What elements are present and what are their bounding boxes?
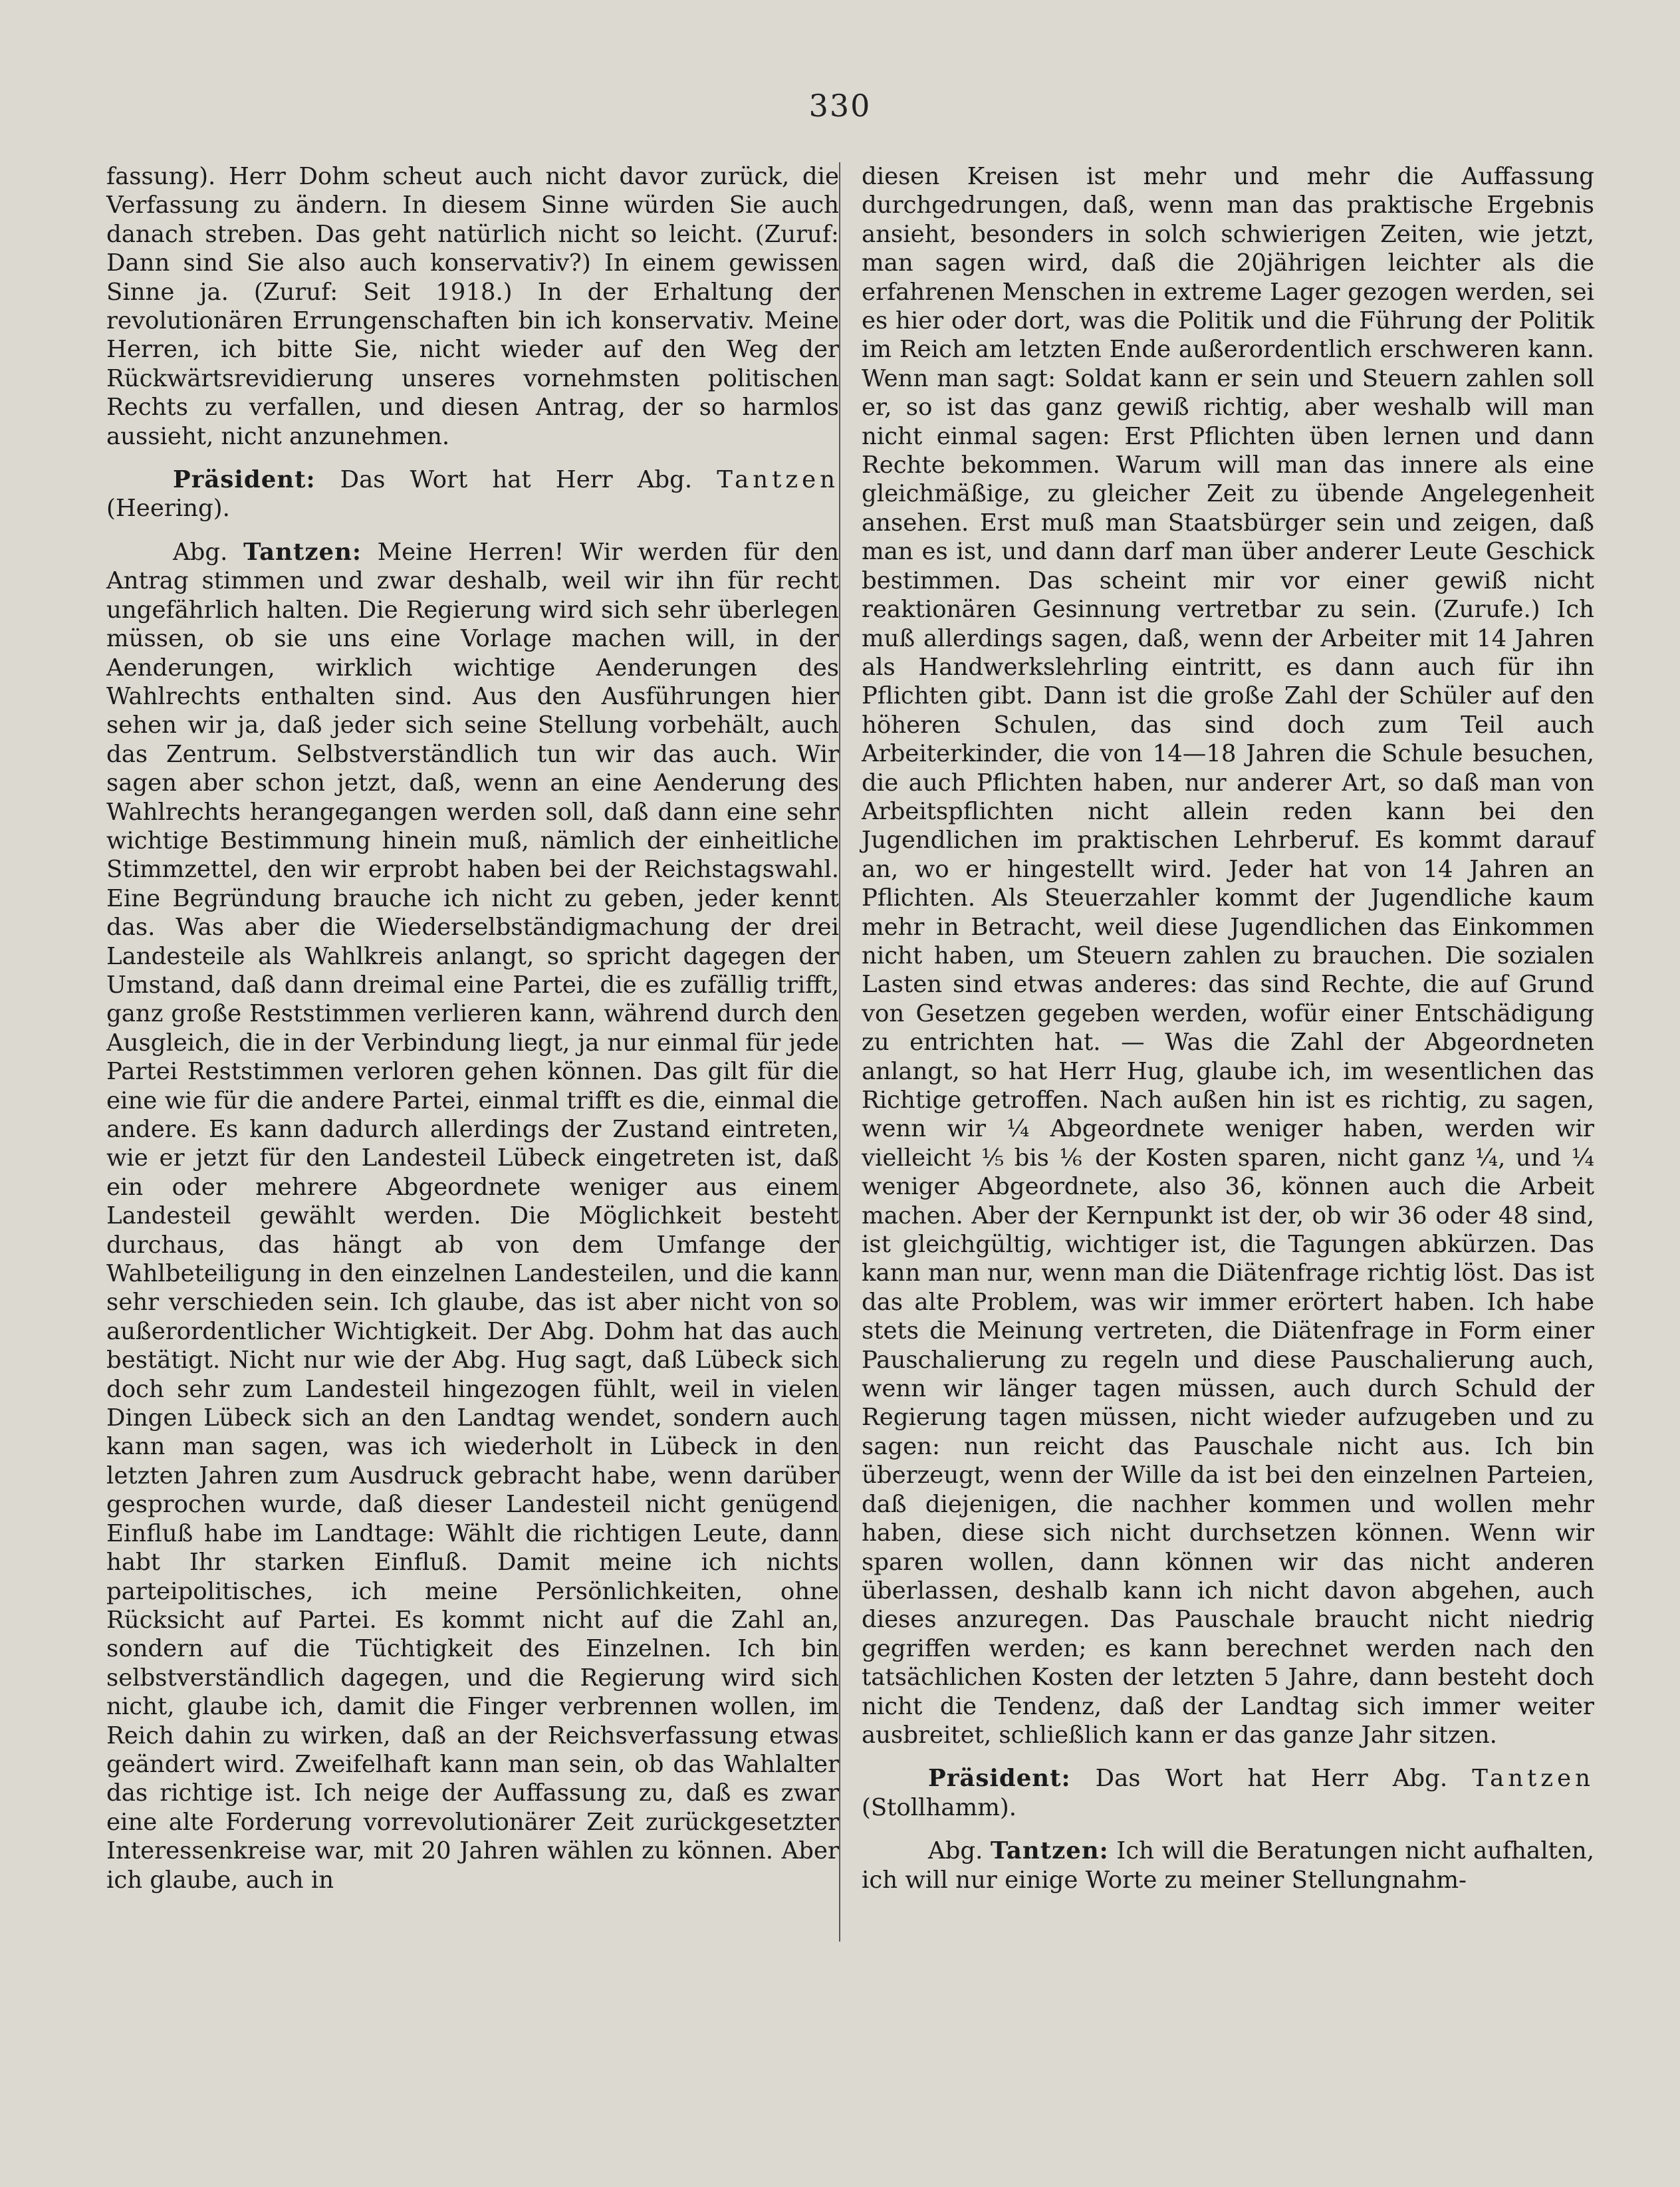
speaker-label: Tantzen:	[990, 1837, 1109, 1865]
right-column	[862, 162, 1594, 1894]
paragraph-speech	[106, 538, 839, 1894]
paragraph-president	[862, 1764, 1594, 1822]
paragraph-text: Das Wort hat Herr Abg.	[315, 466, 717, 494]
paragraph-text: Ich will die Beratungen nicht aufhalten, ich will nur einige Worte zu meiner Stellungnahm-	[862, 1837, 1594, 1894]
paragraph: diesen Kreisen ist mehr und mehr die Auffassung durchgedrungen, daß, wenn man das praktische Ergebnis ansieht, besonders in solch schwierigen Zeiten, wie jetzt, man sagen wird, daß die 20jährigen leichter als die erfahrenen Menschen in extreme Lager gezogen werden, sei es hier oder dort, was die Politik und die Führung der Politik im Reich am letzten Ende außerordentlich erschweren kann. Wenn man sagt: Soldat kann er sein und Steuern zahlen soll er, so ist das ganz gewiß richtig, aber weshalb will man nicht einmal sagen: Erst Pflichten üben lernen und dann Rechte bekommen. Warum will man das innere als eine gleichmäßige, zu gleicher Zeit zu übende Angelegenheit ansehen. Erst muß man Staatsbürger sein und zeigen, daß man es ist, und dann darf man über anderer Leute Geschick bestimmen. Das scheint mir vor einer gewiß nicht reaktionären Gesinnung vertretbar zu sein. (Zurufe.) Ich muß allerdings sagen, daß, wenn der Arbeiter mit 14 Jahren als Handwerkslehrling eintritt, es dann auch für ihn Pflichten gibt. Dann ist die große Zahl der Schüler auf den höheren Schulen, das sind doch zum Teil auch Arbeiterkinder, die von 14—18 Jahren die Schule besuchen, die auch Pflichten haben, nur anderer Art, so daß man von Arbeitspflichten nicht allein reden kann bei den Jugendlichen im praktischen Lehrberuf. Es kommt darauf an, wo er hingestellt wird. Jeder hat von 14 Jahren an Pflichten. Als Steuerzahler kommt der Jugendliche kaum mehr in Betracht, weil diese Jugendlichen das Einkommen nicht haben, um Steuern zahlen zu brauchen. Die sozialen Lasten sind etwas anderes: das sind Rechte, die auf Grund von Gesetzen gegeben werden, wofür einer Entschädigung zu entrichten hat. — Was die Zahl der Abgeordneten anlangt, so hat Herr Hug, glaube ich, im wesentlichen das Richtige getroffen. Nach außen hin ist es richtig, zu sagen, wenn wir ¼ Abgeordnete weniger haben, werden wir vielleicht ⅕ bis ⅙ der Kosten sparen, nicht ganz ¼, und ¼ weniger Abgeordnete, also 36, können auch die Arbeit machen. Aber der Kernpunkt ist der, ob wir 36 oder 48 sind, ist gleichgültig, wichtiger ist, die Tagungen abkürzen. Das kann man nur, wenn man die Diätenfrage richtig löst. Das ist das alte Problem, was wir immer erörtert haben. Ich habe stets die Meinung vertreten, die Diätenfrage in Form einer Pauschalierung zu regeln und diese Pauschalierung auch, wenn wir länger tagen müssen, auch durch Schuld der Regierung tagen müssen, nicht wieder aufzugeben und zu sagen: nun reicht das Pauschale nicht aus. Ich bin überzeugt, wenn der Wille da ist bei den einzelnen Parteien, daß diejenigen, die nachher kommen und wollen mehr haben, diese sich nicht durchsetzen können. Wenn wir sparen wollen, dann können wir das nicht anderen überlassen, deshalb kann ich nicht davon abgehen, auch dieses anzuregen. Das Pauschale braucht nicht niedrig gegriffen werden; es kann berechnet werden nach den tatsächlichen Kosten der letzten 5 Jahre, dann besteht doch nicht die Tendenz, daß der Landtag sich immer weiter ausbreitet, schließlich kann er das ganze Jahr sitzen.	[862, 163, 1594, 1749]
paragraph-speech	[862, 1837, 1594, 1894]
speaker-label: Präsident:	[928, 1765, 1071, 1793]
paragraph: fassung). Herr Dohm scheut auch nicht davor zurück, die Verfassung zu ändern. In diesem Sinne würden Sie auch danach streben. Das geht natürlich nicht so leicht. (Zuruf: Dann sind Sie also auch konservativ?) In einem gewissen Sinne ja. (Zuruf: Seit 1918.) In der Erhaltung der revolutionären Errungenschaften bin ich konservativ. Meine Herren, ich bitte Sie, nicht wieder auf den Weg der Rückwärtsrevidierung unseres vornehmsten politischen Rechts zu verfallen, und diesen Antrag, der so harmlos aussieht, nicht anzunehmen.	[106, 163, 839, 450]
paragraph-president	[106, 465, 839, 523]
speaker-label: Tantzen:	[243, 538, 362, 566]
paragraph-text: (Heering).	[106, 495, 230, 523]
column-divider	[839, 162, 840, 1942]
paragraph-text: (Stollhamm).	[862, 1793, 1017, 1821]
paragraph-text: Das Wort hat Herr Abg.	[1070, 1765, 1473, 1793]
paragraph-text: Meine Herren! Wir werden für den Antrag stimmen und zwar deshalb, weil wir ihn für recht ungefährlich halten. Die Regierung wird sich sehr überlegen müssen, ob sie uns eine Vorlage machen will, in der Aenderungen, wirklich wichtige Aenderungen des Wahlrechts enthalten sind. Aus den Ausführungen hier sehen wir ja, daß jeder sich seine Stellung vorbehält, auch das Zentrum. Selbstverständlich tun wir das auch. Wir sagen aber schon jetzt, daß, wenn an eine Aenderung des Wahlrechts herangegangen werden soll, daß dann eine sehr wichtige Bestimmung hinein muß, nämlich der einheitliche Stimmzettel, den wir erprobt haben bei der Reichstagswahl. Eine Begründung brauche ich nicht zu geben, jeder kennt das. Was aber die Wiederselbständigmachung der drei Landesteile als Wahlkreis anlangt, so spricht dagegen der Umstand, daß dann dreimal eine Partei, die es zufällig trifft, ganz große Reststimmen verlieren kann, während durch den Ausgleich, die in der Verbindung liegt, ja nur einmal für jede Partei Reststimmen verloren gehen können. Das gilt für die eine wie für die andere Partei, einmal trifft es die, einmal die andere. Es kann dadurch allerdings der Zustand eintreten, wie er jetzt für den Landesteil Lübeck eingetreten ist, daß ein oder mehrere Abgeordnete weniger aus einem Landesteil gewählt werden. Die Möglichkeit besteht durchaus, das hängt ab von dem Umfange der Wahlbeteiligung in den einzelnen Landesteilen, und die kann sehr verschieden sein. Ich glaube, das ist aber nicht von so außerordentlicher Wichtigkeit. Der Abg. Dohm hat das auch bestätigt. Nicht nur wie der Abg. Hug sagt, daß Lübeck sich doch sehr zum Landesteil hingezogen fühlt, weil in vielen Dingen Lübeck sich an den Landtag wendet, sondern auch kann man sagen, was ich wiederholt in Lübeck in den letzten Jahren zum Ausdruck gebracht habe, wenn darüber gesprochen wurde, daß dieser Landesteil nicht genügend Einfluß habe im Landtage: Wählt die richtigen Leute, dann habt Ihr starken Einfluß. Damit meine ich nichts parteipolitisches, ich meine Persönlichkeiten, ohne Rücksicht auf Partei. Es kommt nicht auf die Zahl an, sondern auf die Tüchtigkeit des Einzelnen. Ich bin selbstverständlich dagegen, und die Regierung wird sich nicht, glaube ich, damit die Finger verbrennen wollen, im Reich dahin zu wirken, daß an der Reichsverfassung etwas geändert wird. Zweifelhaft kann man sein, ob das Wahlalter das richtige ist. Ich neige der Auffassung zu, daß es zwar eine alte Forderung vorrevolutionärer Zeit zurückgesetzter Interessenkreise war, mit 20 Jahren wählen zu können. Aber ich glaube, auch in	[106, 538, 839, 1894]
left-column	[106, 162, 839, 1894]
speaker-name: Tantzen	[717, 466, 839, 494]
speaker-name: Tantzen	[1472, 1765, 1594, 1793]
speaker-label: Präsident:	[173, 466, 316, 494]
page-number: 330	[808, 88, 872, 124]
speaker-prefix: Abg.	[173, 538, 244, 566]
speaker-prefix: Abg.	[928, 1837, 991, 1865]
